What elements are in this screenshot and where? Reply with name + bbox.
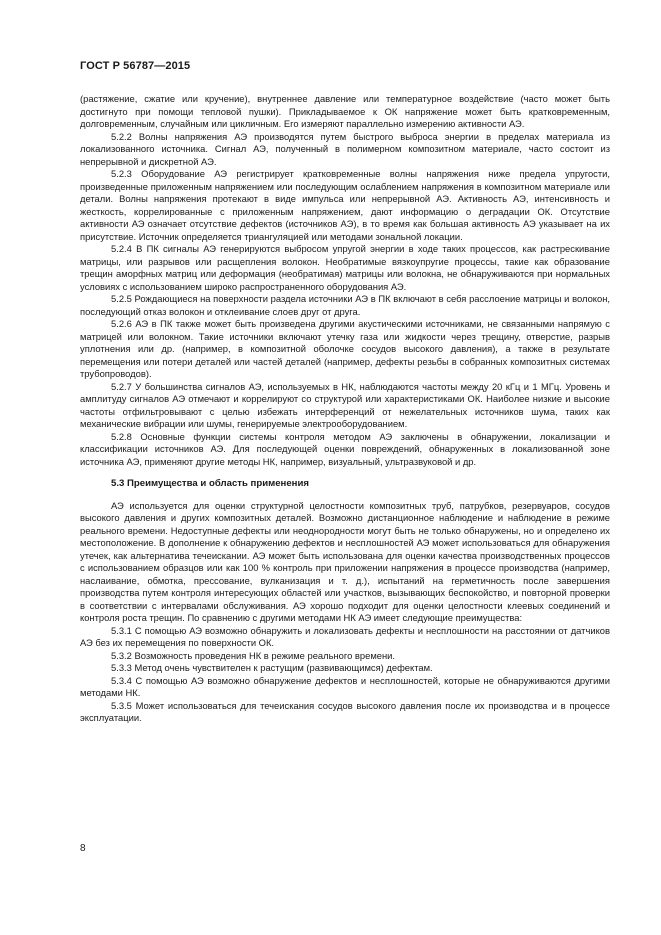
paragraph-5-2-8: 5.2.8 Основные функции системы контроля методом АЭ заключены в обнаружении, локализации и классификации источников АЭ. Для последующей оценки повреждений, обнаруженных в локализованной зоне источника АЭ, применяют другие методы НК, например, визуальный, ультразвуковой и др.: [80, 430, 610, 467]
paragraph-5-3-intro: АЭ используется для оценки структурной целостности композитных труб, патрубков, резервуаров, сосудов высокого давления и других композитных деталей. Возможно дистанционное наблюдение и наблюдение в режиме реального времени. Недоступные дефекты или неоднородности могут быть не только обнаружены, но и определено их местоположение. В дополнение к обнаружению дефектов и несплошностей АЭ может использоваться для обнаружения утечек, как альтернатива течеискании. АЭ может быть использована для оценки качества производственных процессов с использованием образцов или как 100 % контроль при приложении напряжения в процессе производства (например, наслаивание, обмотка, прессование, вулканизация и т. д.), испытаний на герметичность после завершения производства путем контроля интересующих областей или участков, вызывающих беспокойство, и повторной проверки в соответствии с интервалами обслуживания. АЭ хорошо подходит для оценки целостности клеевых соединений и контроля роста трещин. По сравнению с другими методами НК АЭ имеет следующие преимущества:: [80, 499, 610, 623]
paragraph-5-3-1: 5.3.1 С помощью АЭ возможно обнаружить и локализовать дефекты и несплошности на расстоянии от датчиков АЭ без их перемещения по поверхности ОК.: [80, 624, 610, 648]
page-number: 8: [80, 843, 86, 854]
paragraph-5-2-4: 5.2.4 В ПК сигналы АЭ генерируются выбросом упругой энергии в ходе таких процессов, как растрескивание матрицы, или разрывов или расщепления волокон. Необратимые вязкоупругие процессы, такие как образование трещин аморфных матриц или деформация (необратимая) матрицы или волокна, не обнаруживаются при нормальных условиях с использованием широко распространенного оборудования АЭ.: [80, 243, 610, 292]
paragraph-5-2-7: 5.2.7 У большинства сигналов АЭ, используемых в НК, наблюдаются частоты между 20 кГц и 1 МГц. Уровень и амплитуду сигналов АЭ отмечают и коррелируют со структурой или характеристиками ОК. Наиболее низкие и высокие частоты отфильтровывают с целью избежать интерференций от нежелательных источников шума, таких как механические вибрации или шумы, генерируемые электрооборудованием.: [80, 380, 610, 429]
document-header: ГОСТ Р 56787—2015: [80, 60, 191, 72]
paragraph-5-2-2: 5.2.2 Волны напряжения АЭ производятся путем быстрого выброса энергии в пределах материала из локализованного источника. Сигнал АЭ, полученный в полимерном композитном материале, часто состоит из непрерывной и дискретной АЭ.: [80, 130, 610, 167]
paragraph-5-3-5: 5.3.5 Может использоваться для течеискания сосудов высокого давления после их производства и в процессе эксплуатации.: [80, 699, 610, 723]
document-body: [80, 93, 610, 725]
section-heading-5-3: 5.3 Преимущества и область применения: [111, 478, 309, 489]
paragraph-5-3-3: 5.3.3 Метод очень чувствителен к растущим (развивающимся) дефектам.: [111, 662, 433, 673]
paragraph-5-2-6: 5.2.6 АЭ в ПК также может быть произведена другими акустическими источниками, не связанными напрямую с матрицей или волокном. Такие источники включают утечку газа или жидкости через трещину, отверстие, разрыв уплотнения или др. (например, в композитной оболочке сосудов высокого давления), а также в результате перемещения или потери деталей или частей деталей (например, дефекты резьбы в собранных композитных системах трубопроводов).: [80, 318, 610, 379]
paragraph-5-3-2: 5.3.2 Возможность проведения НК в режиме реального времени.: [111, 649, 395, 661]
paragraph-5-3-4: 5.3.4 С помощью АЭ возможно обнаружение дефектов и несплошностей, которые не обнаруживаются другими методами НК.: [80, 674, 610, 698]
paragraph-5-2-5: 5.2.5 Рождающиеся на поверхности раздела источники АЭ в ПК включают в себя расслоение матрицы и волокон, последующий отказ волокон и отклеивание слоев друг от друга.: [80, 293, 610, 317]
paragraph: (растяжение, сжатие или кручение), внутреннее давление или температурное воздействие (часто может быть достигнуто при помощи тепловой пушки). Прикладываемое к ОК напряжение может быть кратковременным, долговременным, случайным или цикличным. Его измеряют параллельно измерению активности АЭ.: [80, 93, 610, 129]
paragraph-5-2-3: 5.2.3 Оборудование АЭ регистрирует кратковременные волны напряжения ниже предела упругости, произведенные приложенным напряжением или последующим ослаблением напряжения в композитном материале или детали. Волны напряжения протекают в виде импульса или непрерывной АЭ. Активность АЭ, интенсивность и жесткость, коррелированные с приложенным напряжением, дают информацию о деградации ОК. Отсутствие активности АЭ означает отсутствие дефектов (источников АЭ), в то время как большая активность АЭ указывает на их присутствие. Источник определяется триангуляцией или методами зональной локации.: [80, 168, 610, 242]
